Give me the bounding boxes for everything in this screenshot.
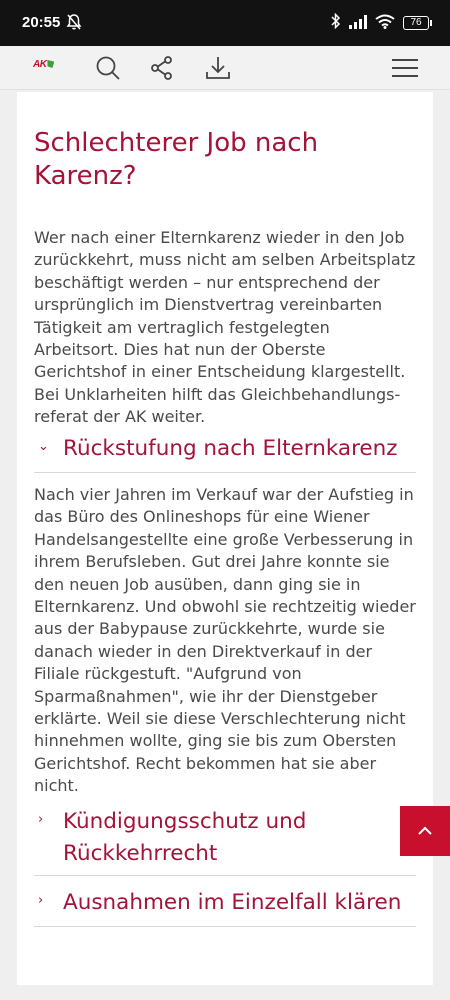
battery-level: 76: [403, 16, 429, 30]
battery-icon: [403, 16, 432, 30]
accordion-item-ausnahmen[interactable]: [34, 887, 416, 927]
accordion-title: Ausnahmen im Einzelfall klären: [63, 890, 402, 915]
download-icon[interactable]: [202, 52, 234, 84]
bluetooth-icon: [331, 13, 341, 33]
accordion-title: Kündigungsschutz und Rückkehrrecht: [63, 809, 307, 866]
accordion-title: Rückstufung nach Elternkarenz: [63, 436, 398, 461]
chevron-up-icon: [417, 826, 433, 836]
share-icon[interactable]: [146, 52, 178, 84]
status-icons: [331, 13, 432, 33]
chevron-down-icon: ⌄: [38, 439, 49, 454]
chevron-right-icon: ›: [38, 812, 44, 827]
ak-logo[interactable]: [33, 59, 54, 70]
menu-icon[interactable]: [389, 52, 421, 84]
wifi-icon: [375, 14, 395, 33]
signal-icon: [349, 14, 367, 33]
logo-text: AK: [33, 59, 47, 70]
accordion-item-kuendigungsschutz[interactable]: [34, 806, 416, 876]
chevron-right-icon: ›: [38, 893, 44, 908]
status-bar: [0, 0, 450, 46]
muted-bell-icon: [66, 13, 82, 35]
search-icon[interactable]: [92, 52, 124, 84]
back-to-top-button[interactable]: [400, 806, 450, 856]
article-intro: Wer nach einer Elternkarenz wieder in den Job zurückkehrt, muss nicht am selben Arbeitsplatz beschäftigt werden – nur entsprechend der ursprünglich im Dienstvertrag vereinbarten Tätigkeit am vertraglich festgelegten Arbeitsort. Dies hat nun der Oberste Gerichtshof in einer Entscheidung klargestellt. Bei Unklarheiten hilft das Gleichbehandlungs-referat der AK weiter.: [34, 228, 416, 427]
clock: 20:55: [22, 14, 61, 31]
accordion-body: Nach vier Jahren im Verkauf war der Aufstieg in das Büro des Onlineshops für eine Wiener Handelsangestellte eine große Verbesserung in ihrem Berufsleben. Gut drei Jahre konnte sie den neuen Job ausüben, dann ging sie in Elternkarenz. Und obwohl sie rechtzeitig wieder aus der Babypause zurückkehrte, wurde sie danach wieder in den Direktverkauf in der Filiale rückgestuft. "Aufgrund von Sparmaßnahmen", wie ihr der Dienstgeber erklärte. Weil sie diese Verschlechterung nicht hinnehmen wollte, ging sie bis zum Obersten Gerichtshof. Recht bekommen hat sie aber nicht.: [34, 485, 416, 796]
article-title: Schlechterer Job nach Karenz?: [34, 128, 319, 191]
top-bar: [0, 46, 450, 90]
accordion-item-rueckstufung[interactable]: [34, 433, 416, 473]
